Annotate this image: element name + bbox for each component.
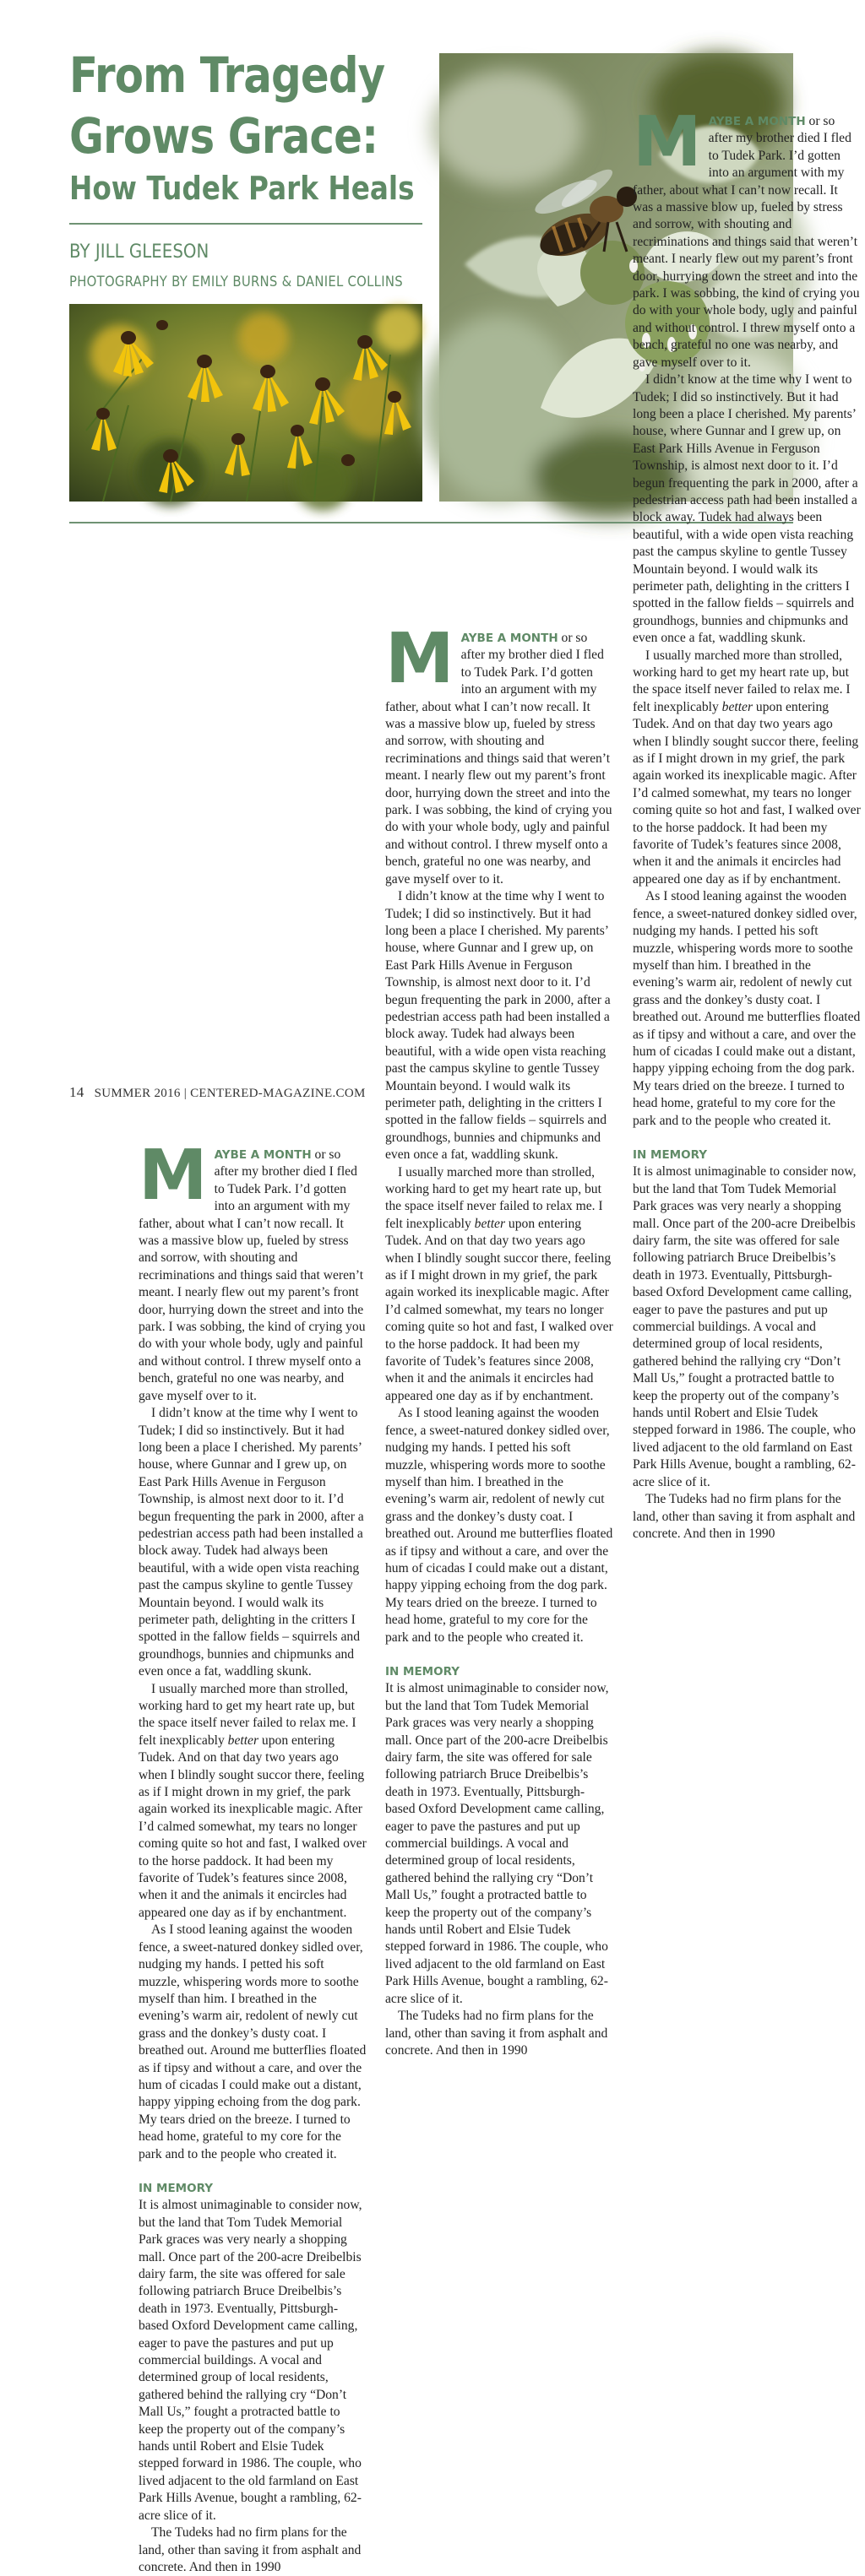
p3-emphasis: better [227, 1733, 259, 1748]
drop-cap: M [385, 619, 454, 699]
p3-text-a: I usually marched more than strolled, working hard to get my heart rate up, but the space itself never failed to relax me. I felt inexplicably [385, 1164, 603, 1231]
page-footer [69, 1084, 366, 1101]
headline-line-1: From Tragedy [69, 46, 385, 104]
paragraph-5 [385, 1680, 613, 2008]
drop-cap: M [633, 102, 702, 182]
subhead-in-memory [385, 1663, 613, 1680]
paragraph-1-text: or so after my brother died I fled to Tudek Park. I’d gotten into an argument with my father, about what I can’t now recall. It was a massive blow up, fueled by stress and sorrow, with shouting and recriminations and things said that weren’t meant. I nearly flew out my parent’s front door, hurrying down the street and into the park. I was sobbing, the kind of crying you do with your whole body, ugly and painful and without control. I threw myself onto a bench, grateful no one was nearby, and gave myself over to it. [139, 1147, 366, 1403]
headline-line-2: Grows Grace: [69, 107, 378, 165]
drop-cap: M [139, 1136, 208, 1216]
paragraph-5 [633, 1163, 861, 1491]
p6-text: The Tudeks had no firm plans for the land, other than saving it from asphalt and concrete. And then in 1990 [139, 2525, 362, 2574]
paragraph-3 [385, 1164, 613, 1406]
lead-in: AYBE A MONTH [214, 1148, 312, 1162]
paragraph-1 [139, 1136, 367, 1405]
p6-text: The Tudeks had no firm plans for the land, other than saving it from asphalt and concrete. And then in 1990 [633, 1492, 856, 1541]
paragraph-6 [633, 1491, 861, 1543]
lead-in: AYBE A MONTH [460, 632, 558, 645]
p3-emphasis: better [474, 1216, 506, 1231]
paragraph-1-text: or so after my brother died I fled to Tudek Park. I’d gotten into an argument with my father, about what I can’t now recall. It was a massive blow up, fueled by stress and sorrow, with shouting and recriminations and things said that weren’t meant. I nearly flew out my parent’s front door, hurrying down the street and into the park. I was sobbing, the kind of crying you do with your whole body, ugly and painful and without control. I threw myself onto a bench, grateful no one was nearby, and gave myself over to it. [633, 114, 860, 370]
column-flow-3 [633, 102, 861, 1543]
article-column-2 [316, 573, 613, 2058]
paragraph-4 [385, 1405, 613, 1646]
page-number: 14 [69, 1084, 84, 1100]
paragraph-2: I didn’t know at the time why I went to Tudek; I did so instinctively. But it had long been a place I cherished. My parents’ house, where Gunnar and I grew up, on East Park Hills Avenue in Ferguson Township, is almost next door to it. I’d begun frequenting the park in 2000, after a pedestrian access path had been installed a block away. Tudek had always been beautiful, with a wide open vista reaching past the campus skyline to gentle Tussey Mountain beyond. I would walk its perimeter path, delighting in the critters I spotted in the fallow fields – squirrels and groundhogs, bunnies and chipmunks and even once a fat, waddling skunk. [385, 889, 611, 1163]
paragraph-2: I didn’t know at the time why I went to Tudek; I did so instinctively. But it had long been a place I cherished. My parents’ house, where Gunnar and I grew up, on East Park Hills Avenue in Ferguson Township, is almost next door to it. I’d begun frequenting the park in 2000, after a pedestrian access path had been installed a block away. Tudek had always been beautiful, with a wide open vista reaching past the campus skyline to gentle Tussey Mountain beyond. I would walk its perimeter path, delighting in the critters I spotted in the fallow fields – squirrels and groundhogs, bunnies and chipmunks and even once a fat, waddling skunk. [633, 372, 858, 646]
p4-text: As I stood leaning against the wooden fence, a sweet-natured donkey sidled over, nudging my hands. I petted his soft muzzle, whispering words more to soothe myself than him. I breathed in the evening’s warm air, redolent of newly cut grass and the donkey’s dusty coat. I breathed out. Around me butterflies floated as if tipsy and without a care, and over the hum of cicadas I could make out a distant, happy yipping echoing from the dog park. My tears dried on the breeze. I turned to head home, grateful to my core for the park and to the people who created it. [385, 1406, 613, 1645]
paragraph-3 [633, 648, 861, 889]
article-headline [69, 46, 424, 207]
p6-text: The Tudeks had no firm plans for the land, other than saving it from asphalt and concrete. And then in 1990 [385, 2009, 608, 2058]
article-column-3 [563, 102, 861, 1541]
paragraph-6 [385, 2008, 613, 2059]
paragraph-1-text: or so after my brother died I fled to Tudek Park. I’d gotten into an argument with my father, about what I can’t now recall. It was a massive blow up, fueled by stress and sorrow, with shouting and recriminations and things said that weren’t meant. I nearly flew out my parent’s front door, hurrying down the street and into the park. I was sobbing, the kind of crying you do with your whole body, ugly and painful and without control. I threw myself onto a bench, grateful no one was nearby, and gave myself over to it. [385, 631, 612, 887]
subhead-text: IN MEMORY [633, 1147, 708, 1162]
lead-in: AYBE A MONTH [708, 115, 806, 128]
p4-text: As I stood leaning against the wooden fence, a sweet-natured donkey sidled over, nudging my hands. I petted his soft muzzle, whispering words more to soothe myself than him. I breathed in the evening’s warm air, redolent of newly cut grass and the donkey’s dusty coat. I breathed out. Around me butterflies floated as if tipsy and without a care, and over the hum of cicadas I could make out a distant, happy yipping echoing from the dog park. My tears dried on the breeze. I turned to head home, grateful to my core for the park and to the people who created it. [139, 1923, 367, 2161]
paragraph-1 [633, 102, 861, 371]
paragraph-5 [139, 2197, 367, 2524]
issue-info: SUMMER 2016 | CENTERED-MAGAZINE.COM [94, 1087, 366, 1100]
p5-text: It is almost unimaginable to consider now, but the land that Tom Tudek Memorial Park graces was very nearly a shopping mall. Once part of the 200-acre Dreibelbis dairy farm, the site was offered for sale following patriarch Bruce Dreibelbis’s death in 1973. Eventually, Pittsburgh-based Oxford Development came calling, eager to pave the pastures and put up commercial buildings. A vocal and determined group of local residents, gathered behind the rallying cry “Don’t Mall Us,” fought a protracted battle to keep the property out of the company’s hands until Robert and Elsie Tudek stepped forward in 1986. The couple, who lived adjacent to the old farmland on East Park Hills Avenue, bought a rambling, 62-acre slice of it. [385, 1681, 609, 2006]
paragraph-6 [139, 2524, 367, 2576]
column-flow-1 [139, 1136, 367, 2576]
p3-text-b: upon entering Tudek. And on that day two years ago when I blindly sought succor there, feeling as if I might drown in my grief, the park again worked its inexplicable magic. After I’d calmed somewhat, my tears no longer coming quite so hot and fast, I walked over to the horse paddock. It had been my favorite of Tudek’s features since 2008, when it and the animals it encircles had appeared one day as if by enchantment. [385, 1216, 613, 1403]
coneflowers-photo [69, 304, 422, 502]
subhead-in-memory [633, 1147, 861, 1163]
p5-text: It is almost unimaginable to consider now, but the land that Tom Tudek Memorial Park graces was very nearly a shopping mall. Once part of the 200-acre Dreibelbis dairy farm, the site was offered for sale following patriarch Bruce Dreibelbis’s death in 1973. Eventually, Pittsburgh-based Oxford Development came calling, eager to pave the pastures and put up commercial buildings. A vocal and determined group of local residents, gathered behind the rallying cry “Don’t Mall Us,” fought a protracted battle to keep the property out of the company’s hands until Robert and Elsie Tudek stepped forward in 1986. The couple, who lived adjacent to the old farmland on East Park Hills Avenue, bought a rambling, 62-acre slice of it. [633, 1164, 857, 1489]
p3-text-a: I usually marched more than strolled, working hard to get my heart rate up, but the space itself never failed to relax me. I felt inexplicably [633, 648, 851, 714]
p3-text-a: I usually marched more than strolled, working hard to get my heart rate up, but the space itself never failed to relax me. I felt inexplicably [139, 1681, 356, 1748]
p3-text-b: upon entering Tudek. And on that day two years ago when I blindly sought succor there, feeling as if I might drown in my grief, the park again worked its inexplicable magic. After I’d calmed somewhat, my tears no longer coming quite so hot and fast, I walked over to the horse paddock. It had been my favorite of Tudek’s features since 2008, when it and the animals it encircles had appeared one day as if by enchantment. [139, 1733, 367, 1920]
header-divider [69, 223, 422, 225]
byline: BY JILL GLEESON [69, 241, 209, 263]
p5-text: It is almost unimaginable to consider now, but the land that Tom Tudek Memorial Park graces was very nearly a shopping mall. Once part of the 200-acre Dreibelbis dairy farm, the site was offered for sale following patriarch Bruce Dreibelbis’s death in 1973. Eventually, Pittsburgh-based Oxford Development came calling, eager to pave the pastures and put up commercial buildings. A vocal and determined group of local residents, gathered behind the rallying cry “Don’t Mall Us,” fought a protracted battle to keep the property out of the company’s hands until Robert and Elsie Tudek stepped forward in 1986. The couple, who lived adjacent to the old farmland on East Park Hills Avenue, bought a rambling, 62-acre slice of it. [139, 2198, 362, 2523]
p3-text-b: upon entering Tudek. And on that day two years ago when I blindly sought succor there, feeling as if I might drown in my grief, the park again worked its inexplicable magic. After I’d calmed somewhat, my tears no longer coming quite so hot and fast, I walked over to the horse paddock. It had been my favorite of Tudek’s features since 2008, when it and the animals it encircles had appeared one day as if by enchantment. [633, 699, 861, 887]
subhead-text: IN MEMORY [385, 1664, 460, 1678]
subhead-text: IN MEMORY [139, 2181, 214, 2195]
p4-text: As I stood leaning against the wooden fence, a sweet-natured donkey sidled over, nudging my hands. I petted his soft muzzle, whispering words more to soothe myself than him. I breathed in the evening’s warm air, redolent of newly cut grass and the donkey’s dusty coat. I breathed out. Around me butterflies floated as if tipsy and without a care, and over the hum of cicadas I could make out a distant, happy yipping echoing from the dog park. My tears dried on the breeze. I turned to head home, grateful to my core for the park and to the people who created it. [633, 889, 861, 1128]
headline-subtitle: How Tudek Park Heals [69, 170, 415, 207]
paragraph-2: I didn’t know at the time why I went to Tudek; I did so instinctively. But it had long been a place I cherished. My parents’ house, where Gunnar and I grew up, on East Park Hills Avenue in Ferguson Township, is almost next door to it. I’d begun frequenting the park in 2000, after a pedestrian access path had been installed a block away. Tudek had always been beautiful, with a wide open vista reaching past the campus skyline to gentle Tussey Mountain beyond. I would walk its perimeter path, delighting in the critters I spotted in the fallow fields – squirrels and groundhogs, bunnies and chipmunks and even once a fat, waddling skunk. [139, 1406, 364, 1679]
paragraph-4 [139, 1922, 367, 2163]
photo-credit: PHOTOGRAPHY BY EMILY BURNS & DANIEL COLLINS [69, 274, 403, 290]
paragraph-3 [139, 1681, 367, 1923]
p3-emphasis: better [721, 699, 753, 714]
paragraph-4 [633, 888, 861, 1130]
subhead-in-memory [139, 2180, 367, 2197]
